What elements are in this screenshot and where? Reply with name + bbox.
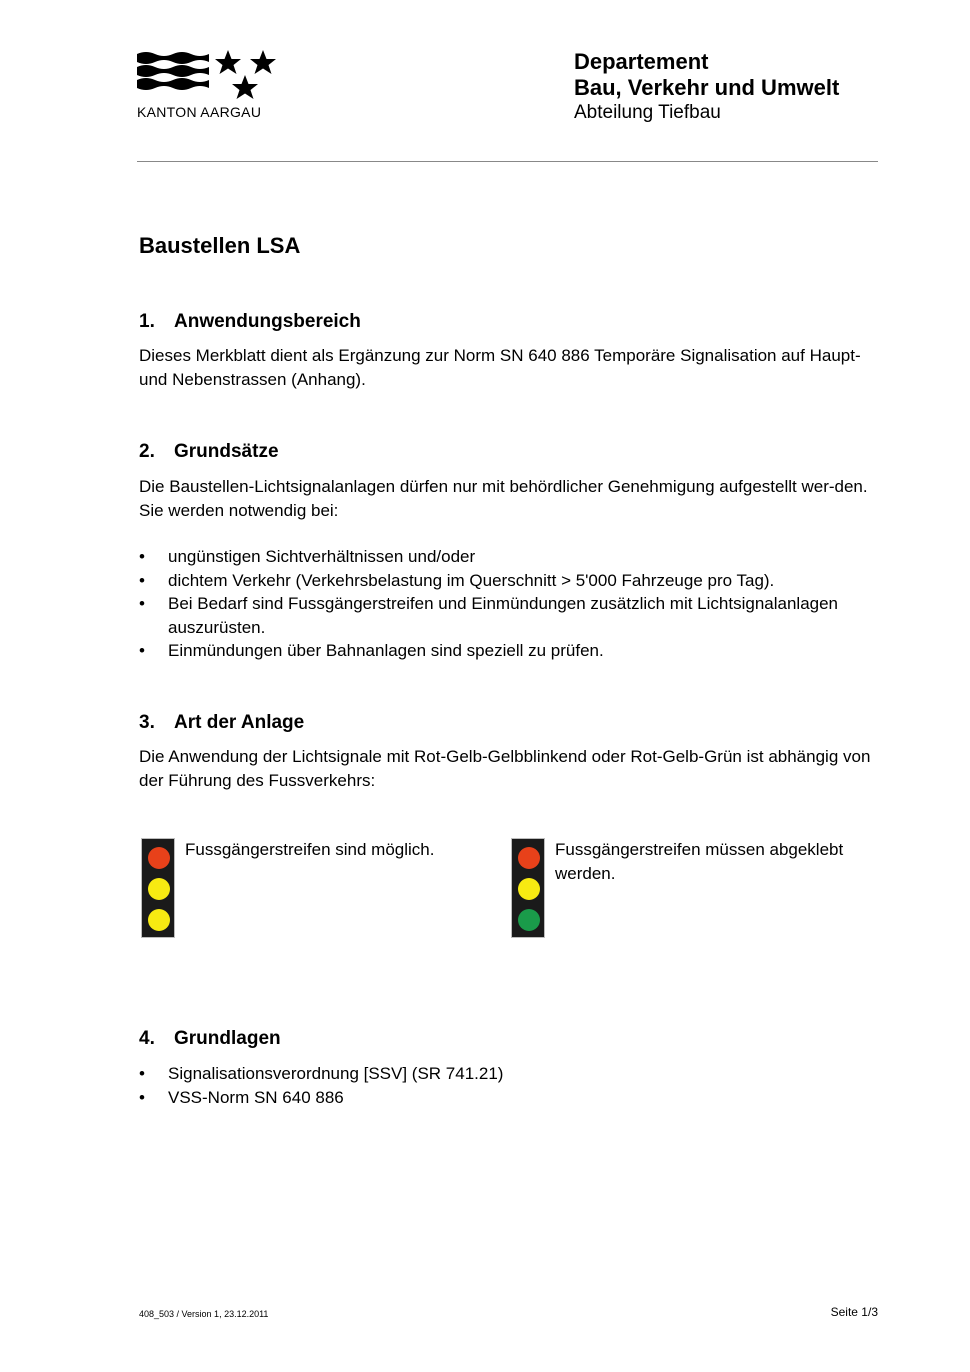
- section-number: 1.: [139, 311, 155, 332]
- department-line-1: Departement: [574, 49, 709, 74]
- section-heading-4: [139, 1028, 281, 1050]
- section-1-text: Dieses Merkblatt dient als Ergänzung zur Norm SN 640 886 Temporäre Signalisation auf Haupt- und Nebenstrassen (Anhang).: [139, 346, 861, 389]
- section-heading-text: Grundlagen: [174, 1028, 281, 1049]
- section-heading-text: Grundsätze: [174, 441, 279, 462]
- aargau-coat-of-arms-icon: [137, 48, 282, 104]
- list-item: • Signalisationsverordnung [SSV] (SR 741.21): [139, 1062, 884, 1086]
- list-item: • ungünstigen Sichtverhältnissen und/oder: [139, 545, 884, 569]
- red-lamp: [518, 847, 540, 869]
- footer-page-number: Seite 1/3: [830, 1305, 878, 1319]
- list-item: • VSS-Norm SN 640 886: [139, 1086, 884, 1110]
- department-block: [574, 49, 839, 125]
- green-lamp: [518, 909, 540, 931]
- section-2-bullet-list: [139, 545, 884, 663]
- section-2-text: Die Baustellen-Lichtsignalanlagen dürfen nur mit behördlicher Genehmigung aufgestellt wer-den. Sie werden notwendig bei:: [139, 477, 868, 520]
- signal-2-caption: Fussgängerstreifen müssen abgeklebt werden.: [555, 840, 844, 883]
- section-4-bullet-list: [139, 1062, 884, 1109]
- kanton-aargau-logo: [137, 48, 282, 123]
- section-number: 4.: [139, 1028, 155, 1049]
- document-title: Baustellen LSA: [139, 233, 301, 258]
- yellow-lamp: [148, 878, 170, 900]
- section-heading-2: [139, 441, 279, 463]
- traffic-light-icon: [511, 838, 545, 938]
- footer-document-version: 408_503 / Version 1, 23.12.2011: [139, 1309, 269, 1319]
- yellow-blinking-lamp: [148, 909, 170, 931]
- department-line-3: Abteilung Tiefbau: [574, 102, 721, 123]
- traffic-light-icon: [141, 838, 175, 938]
- list-item: • dichtem Verkehr (Verkehrsbelastung im Querschnitt > 5'000 Fahrzeuge pro Tag).: [139, 569, 884, 593]
- section-heading-text: Art der Anlage: [174, 712, 305, 733]
- yellow-lamp: [518, 878, 540, 900]
- section-number: 2.: [139, 441, 155, 462]
- signal-1-caption: Fussgängerstreifen sind möglich.: [185, 840, 435, 859]
- section-number: 3.: [139, 712, 155, 733]
- red-lamp: [148, 847, 170, 869]
- logo-caption: KANTON AARGAU: [137, 104, 262, 120]
- department-line-2: Bau, Verkehr und Umwelt: [574, 75, 840, 100]
- list-item: • Einmündungen über Bahnanlagen sind speziell zu prüfen.: [139, 639, 884, 663]
- section-3-text: Die Anwendung der Lichtsignale mit Rot-Gelb-Gelbblinkend oder Rot-Gelb-Grün ist abhängig von der Führung des Fussverkehrs:: [139, 747, 871, 790]
- section-heading-3: [139, 712, 304, 734]
- list-item: • Bei Bedarf sind Fussgängerstreifen und Einmündungen zusätzlich mit Lichtsignalanlagen auszurüsten.: [139, 592, 884, 639]
- section-heading-text: Anwendungsbereich: [174, 311, 361, 332]
- section-heading-1: [139, 311, 361, 333]
- header-divider: [137, 161, 878, 162]
